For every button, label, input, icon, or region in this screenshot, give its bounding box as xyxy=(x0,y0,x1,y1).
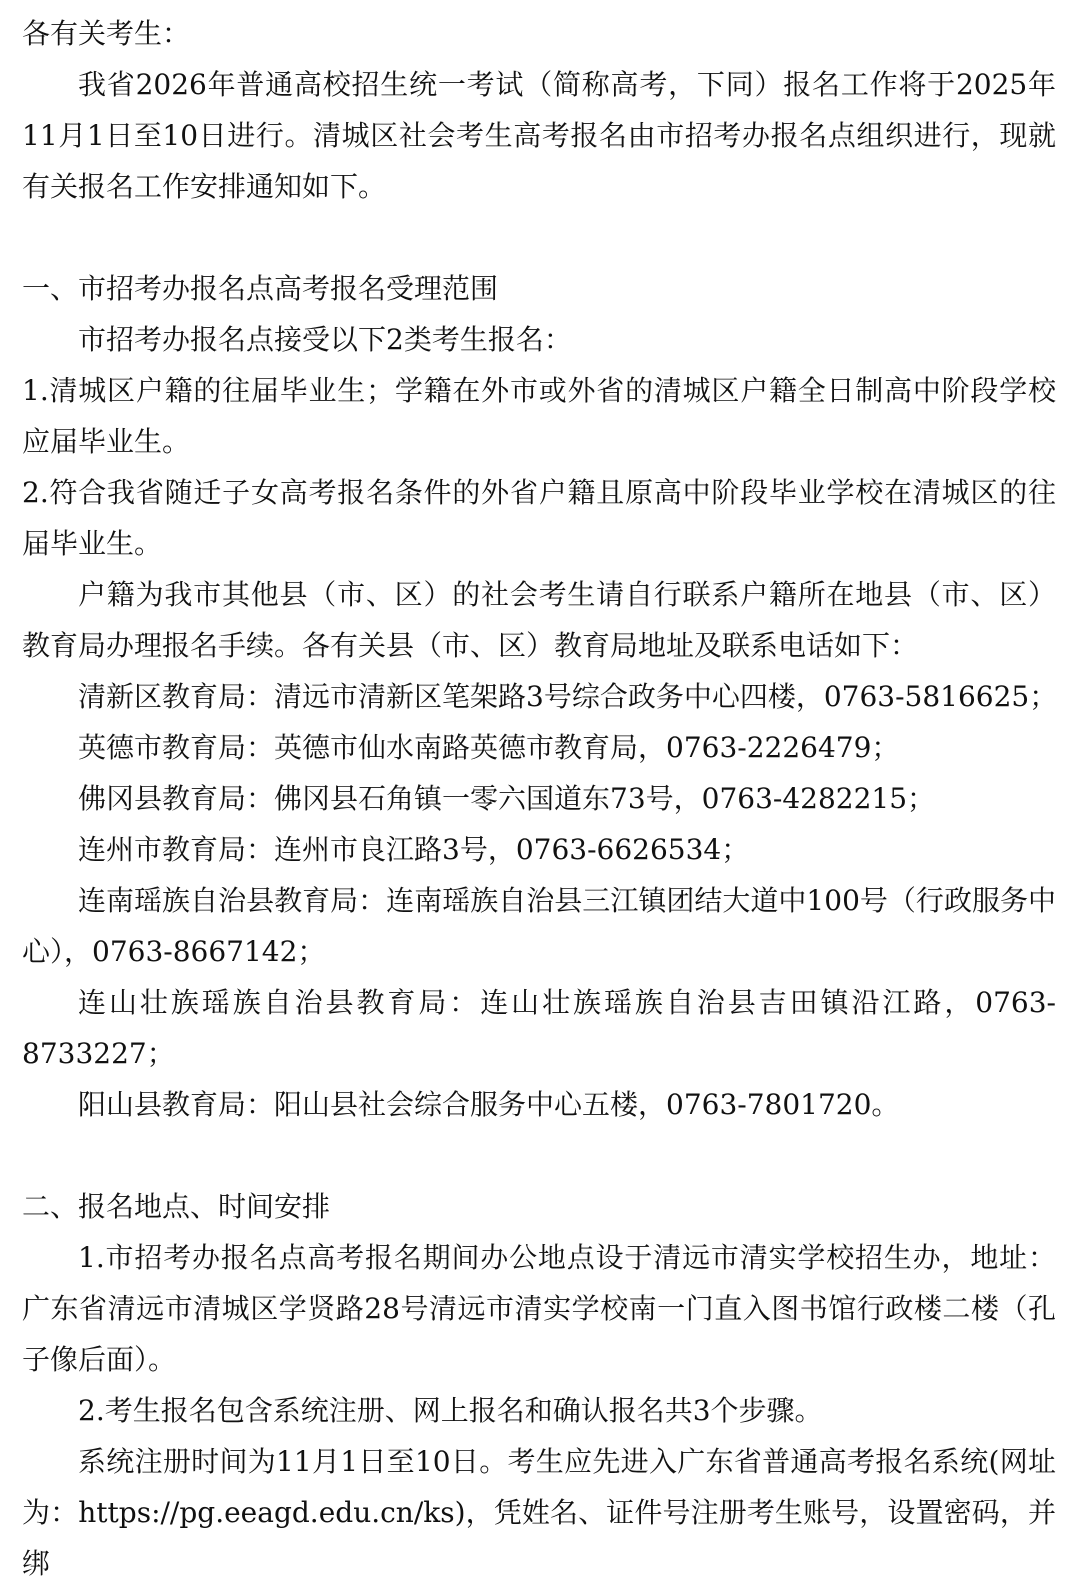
bureau-lianshan: 连山壮族瑶族自治县教育局：连山壮族瑶族自治县吉田镇沿江路，0763-8733227； xyxy=(22,986,1056,1070)
spacer xyxy=(22,212,1056,263)
section-2-paragraph-3: 系统注册时间为11月1日至10日。考生应先进入广东省普通高考报名系统(网址为：https://pg.eeagd.edu.cn/ks)，凭姓名、证件号注册考生账号，设置密码，并绑 xyxy=(22,1445,1056,1580)
section-2-paragraph-1: 1.市招考办报名点高考报名期间办公地点设于清远市清实学校招生办，地址：广东省清远市清城区学贤路28号清远市清实学校南一门直入图书馆行政楼二楼（孔子像后面）。 xyxy=(22,1241,1056,1376)
bureau-yangshan: 阳山县教育局：阳山县社会综合服务中心五楼，0763-7801720。 xyxy=(78,1088,900,1121)
section-1-item-2: 2.符合我省随迁子女高考报名条件的外省户籍且原高中阶段毕业学校在清城区的往届毕业生。 xyxy=(22,476,1056,560)
bureau-yingde: 英德市教育局：英德市仙水南路英德市教育局，0763-2226479； xyxy=(78,731,900,764)
section-1-note: 户籍为我市其他县（市、区）的社会考生请自行联系户籍所在地县（市、区）教育局办理报名手续。各有关县（市、区）教育局地址及联系电话如下： xyxy=(22,578,1056,662)
section-2-heading: 二、报名地点、时间安排 xyxy=(22,1190,331,1223)
section-1-item-1: 1.清城区户籍的往届毕业生；学籍在外市或外省的清城区户籍全日制高中阶段学校应届毕业生。 xyxy=(22,374,1056,458)
bureau-qingxin: 清新区教育局：清远市清新区笔架路3号综合政务中心四楼，0763-5816625； xyxy=(78,680,1058,713)
notice-document xyxy=(22,8,1056,1589)
bureau-fogang: 佛冈县教育局：佛冈县石角镇一零六国道东73号，0763-4282215； xyxy=(78,782,936,815)
section-2-paragraph-2: 2.考生报名包含系统注册、网上报名和确认报名共3个步骤。 xyxy=(78,1394,823,1427)
section-1-lead: 市招考办报名点接受以下2类考生报名： xyxy=(78,323,572,356)
salutation: 各有关考生： xyxy=(22,17,191,50)
bureau-lianzhou: 连州市教育局：连州市良江路3号，0763-6626534； xyxy=(78,833,750,866)
section-1-heading: 一、市招考办报名点高考报名受理范围 xyxy=(22,272,499,305)
bureau-liannan: 连南瑶族自治县教育局：连南瑶族自治县三江镇团结大道中100号（行政服务中心），0763-8667142； xyxy=(22,884,1056,968)
spacer xyxy=(22,1130,1056,1181)
intro-paragraph: 我省2026年普通高校招生统一考试（简称高考，下同）报名工作将于2025年11月1日至10日进行。清城区社会考生高考报名由市招考办报名点组织进行，现就有关报名工作安排通知如下。 xyxy=(22,68,1056,203)
